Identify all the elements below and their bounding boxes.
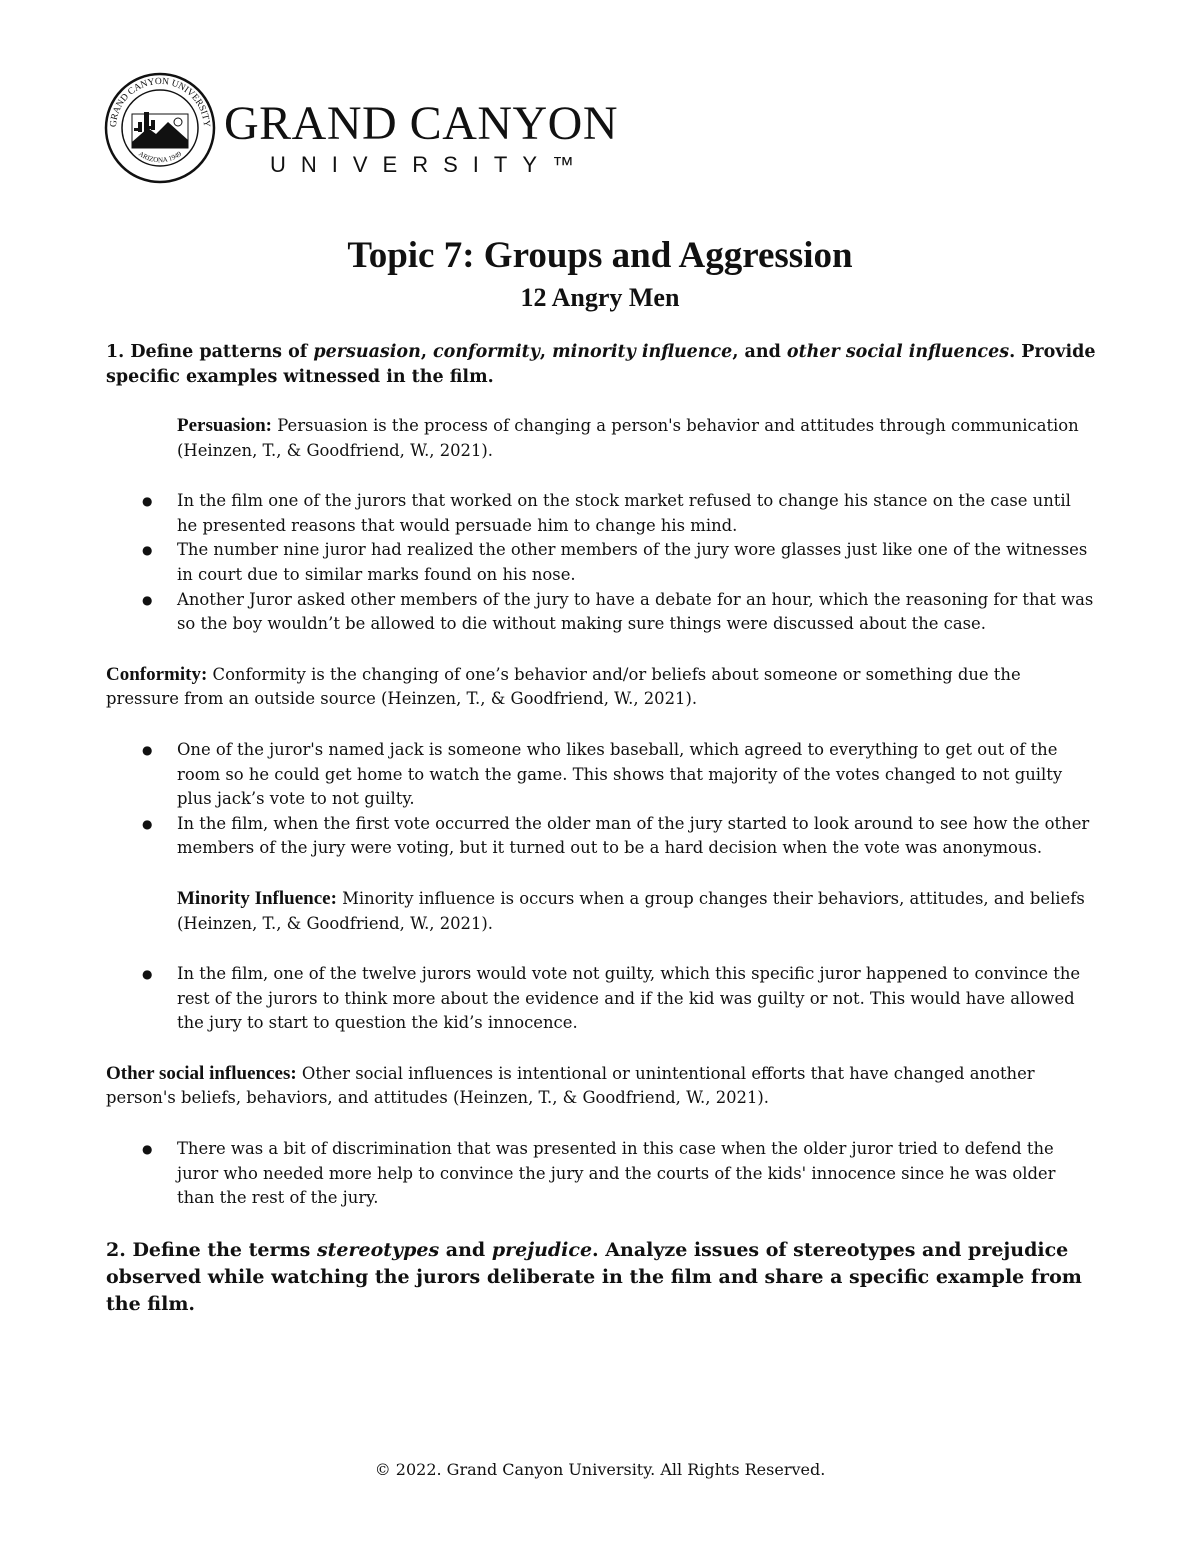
- list-item: ● In the film, one of the twelve jurors would vote not guilty, which this specific juror happened to convince the rest of the jurors to think more about the evidence and if the kid was guilty or not. This would have allowed the jury to start to question the kid’s innocence.: [142, 964, 1081, 1033]
- conformity-definition: Conformity: Conformity is the changing of one’s behavior and/or beliefs about someone or something due the pressure from an outside source (Heinzen, T., & Goodfriend, W., 2021).: [106, 663, 1021, 709]
- copyright-footer: © 2022. Grand Canyon University. All Rights Reserved.: [374, 1460, 826, 1479]
- persuasion-examples: [106, 489, 1096, 637]
- list-item: ● In the film one of the jurors that worked on the stock market refused to change his stance on the case until he presented reasons that would persuade him to change his mind.: [142, 491, 1071, 535]
- list-item: ● There was a bit of discrimination that was presented in this case when the older juror tried to defend the juror who needed more help to convince the jury and the courts of the kids' innocence since he was older than the rest of the jury.: [142, 1139, 1056, 1208]
- university-wordmark: [224, 97, 619, 178]
- university-logo: [104, 72, 619, 187]
- bullet-icon: ●: [142, 1142, 153, 1157]
- list-item: ● In the film, when the first vote occurred the older man of the jury started to look around to see how the other members of the jury were voting, but it turned out to be a hard decision when the vote was anonymous.: [142, 813, 1090, 858]
- wordmark-line2: UNIVERSITY™: [270, 152, 590, 177]
- question-1: 1. Define patterns of persuasion, conformity, minority influence, and other social influences. Provide specific examples witnessed in the film.: [106, 342, 1096, 387]
- other-influences-examples: [106, 1137, 1096, 1211]
- seal-bottom-text: ARIZONA 1949: [136, 149, 184, 165]
- bullet-icon: ●: [142, 816, 153, 831]
- bullet-icon: ●: [142, 592, 153, 607]
- minority-influence-examples: [106, 962, 1096, 1036]
- bullet-icon: ●: [142, 742, 153, 757]
- bullet-icon: ●: [142, 494, 153, 509]
- university-seal-icon: [104, 72, 216, 184]
- bullet-icon: ●: [142, 543, 153, 558]
- list-item: ● One of the juror's named jack is someone who likes baseball, which agreed to everything to get out of the room so he could get home to watch the game. This shows that majority of the votes changed to not guilty plus jack’s vote to not guilty.: [142, 739, 1063, 809]
- page-title: Topic 7: Groups and Aggression: [347, 235, 853, 276]
- persuasion-term: Persuasion:: [177, 415, 272, 436]
- wordmark-line1: GRAND CANYON: [224, 97, 619, 150]
- list-item: ● The number nine juror had realized the other members of the jury wore glasses just like one of the witnesses in court due to similar marks found on his nose.: [142, 540, 1088, 584]
- other-influences-term: Other social influences:: [106, 1062, 297, 1084]
- seal-top-text: GRAND CANYON UNIVERSITY: [108, 76, 212, 128]
- list-item: ● Another Juror asked other members of the jury to have a debate for an hour, which the reasoning for that was so the boy wouldn’t be allowed to die without making sure things were discussed about the case.: [142, 589, 1094, 634]
- minority-influence-definition: Minority Influence: Minority influence is occurs when a group changes their behaviors, attitudes, and beliefs (Heinzen, T., & Goodfriend, W., 2021).: [177, 887, 1085, 933]
- other-influences-definition: Other social influences: Other social influences is intentional or unintentional efforts that have changed another person's beliefs, behaviors, and attitudes (Heinzen, T., & Goodfriend, W., 2021).: [106, 1062, 1035, 1108]
- document-body: [106, 340, 1096, 1318]
- conformity-examples: [106, 738, 1096, 861]
- conformity-term: Conformity:: [106, 663, 208, 685]
- bullet-icon: ●: [142, 967, 153, 982]
- persuasion-definition: Persuasion: Persuasion is the process of changing a person's behavior and attitudes through communication (Heinzen, T., & Goodfriend, W., 2021).: [177, 415, 1079, 460]
- question-2: 2. Define the terms stereotypes and prejudice. Analyze issues of stereotypes and prejudice observed while watching the jurors deliberate in the film and share a specific example from the film.: [106, 1238, 1082, 1315]
- minority-influence-term: Minority Influence:: [177, 887, 337, 909]
- page-subtitle: 12 Angry Men: [520, 283, 680, 312]
